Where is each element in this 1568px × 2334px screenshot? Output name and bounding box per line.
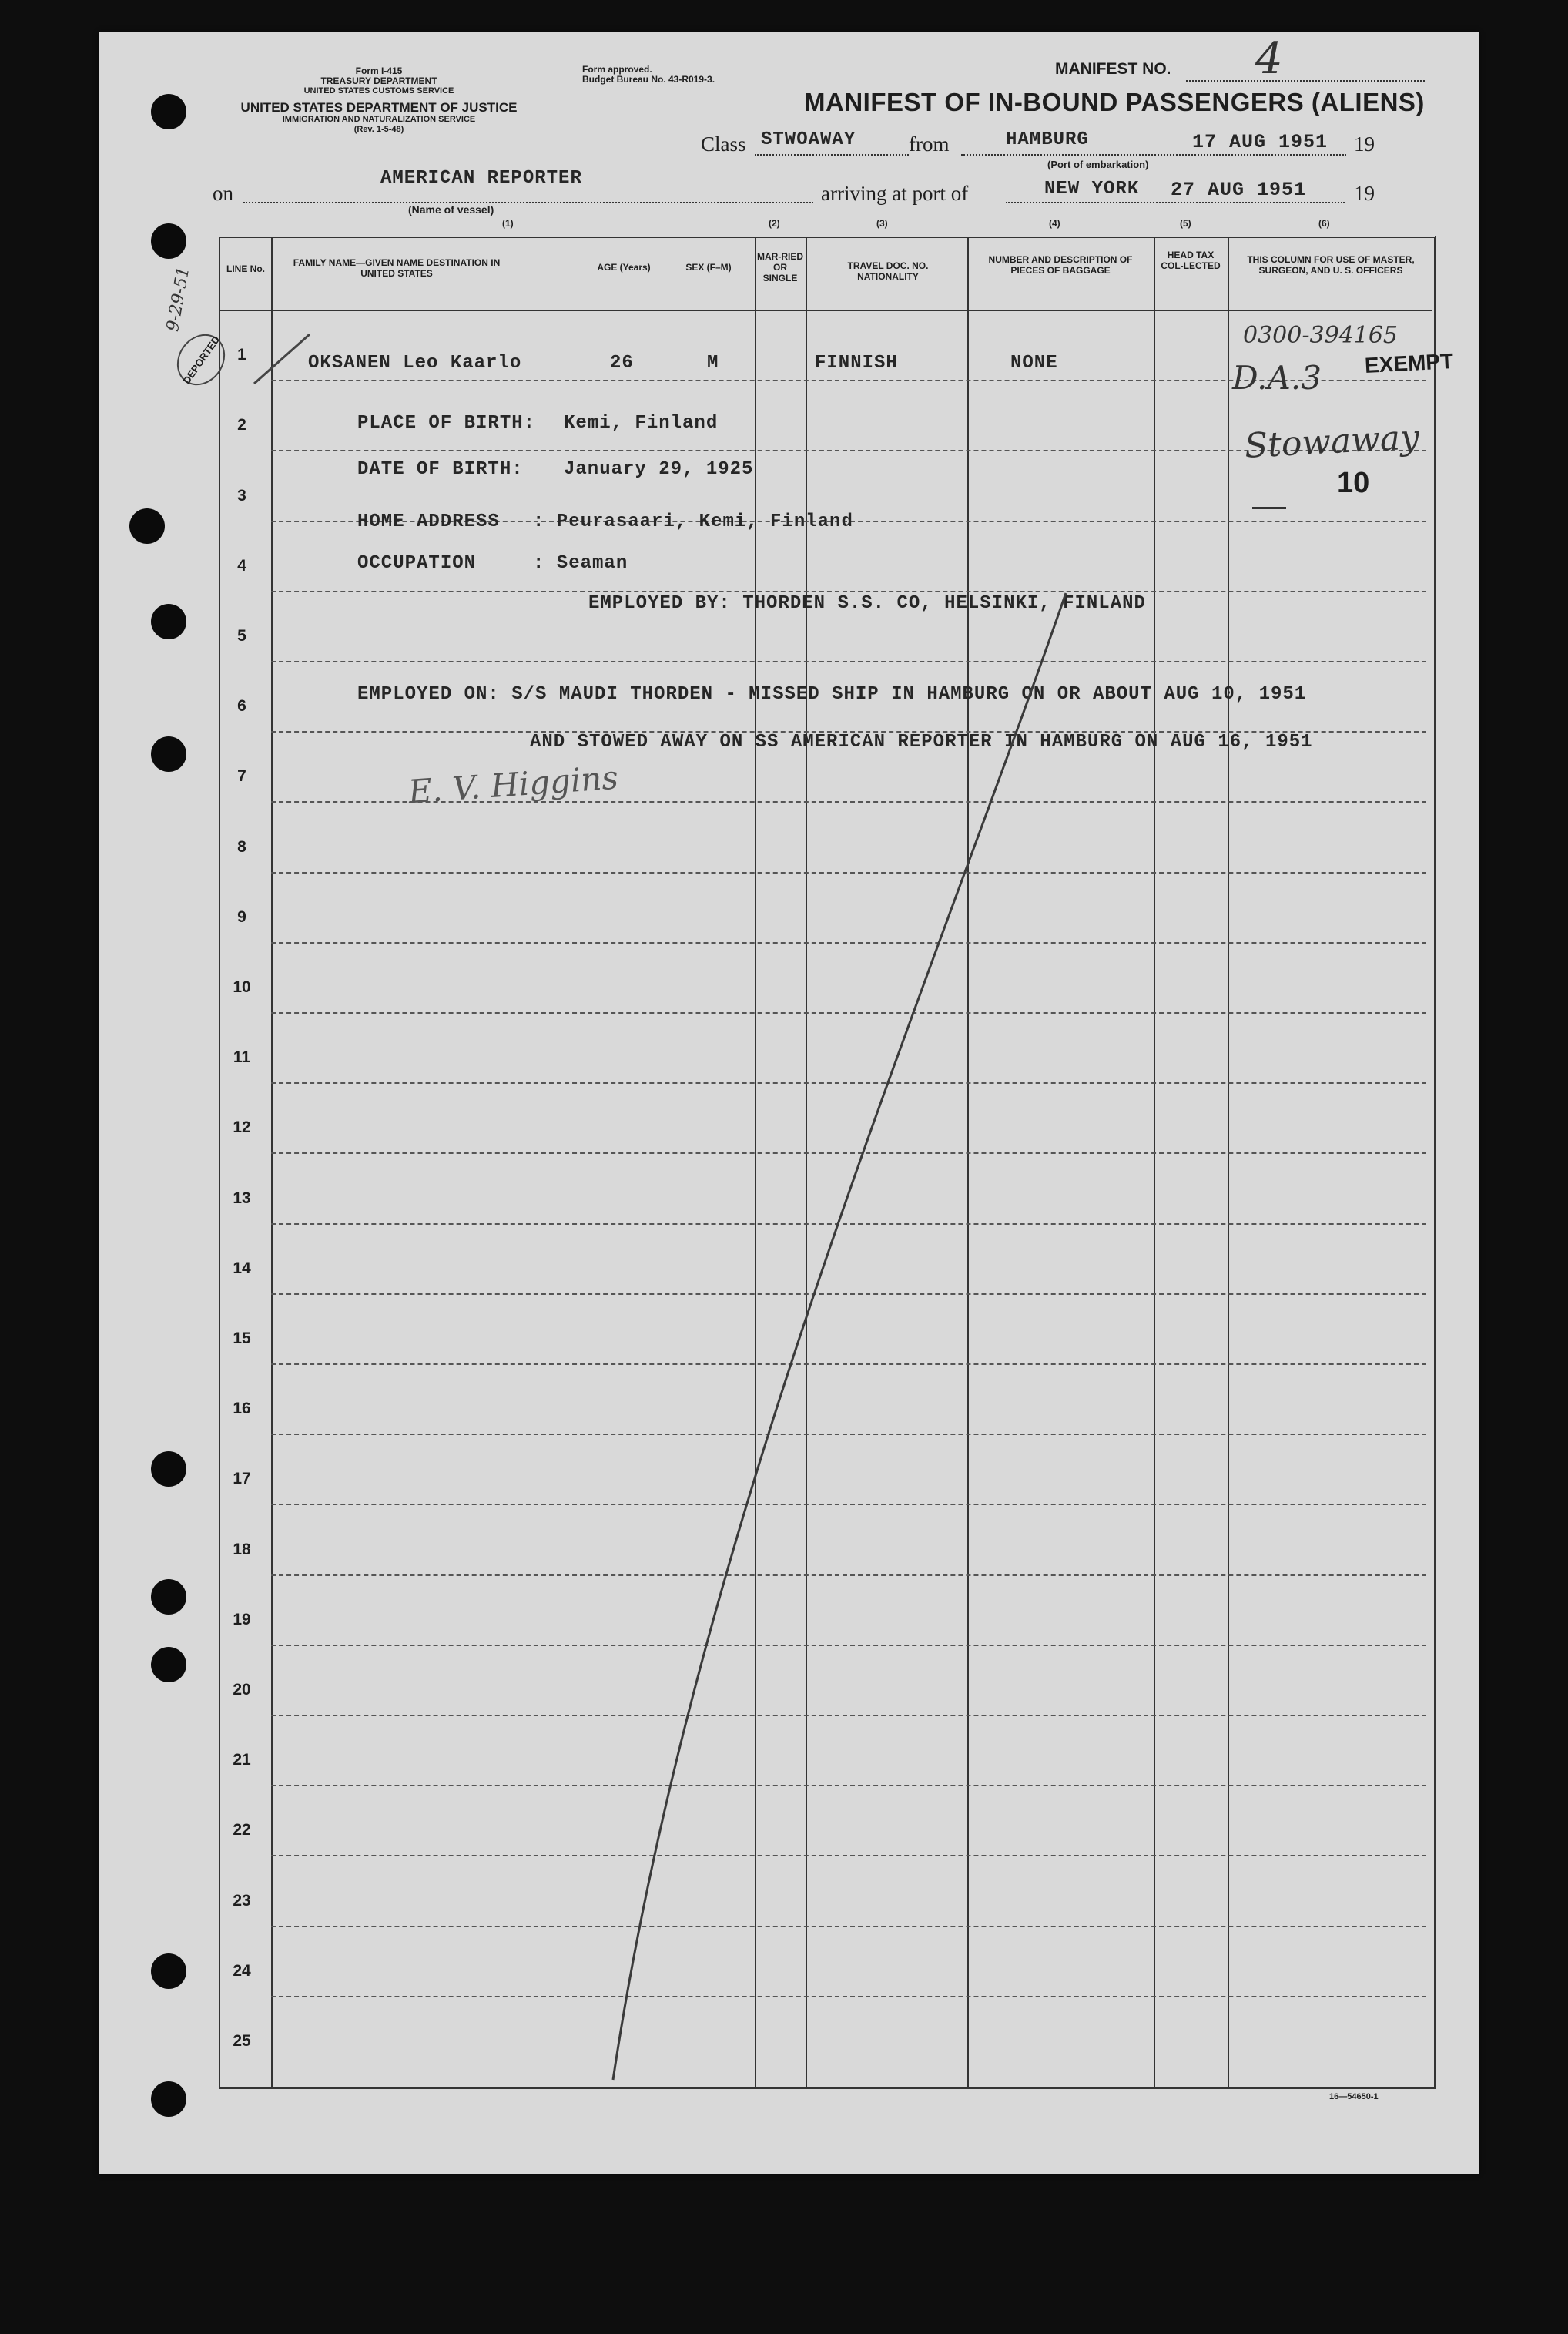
col-header-sex: SEX (F–M) — [685, 262, 732, 273]
employed-on-line1: EMPLOYED ON: S/S MAUDI THORDEN - MISSED SHIP IN HAMBURG ON OR ABOUT AUG 10, 1951 — [357, 684, 1307, 705]
col-header-married: MAR-RIED OR SINGLE — [757, 251, 803, 283]
exempt-stamp: EXEMPT — [1364, 349, 1454, 377]
row-number: 12 — [233, 1118, 251, 1136]
passenger-name: OKSANEN Leo Kaarlo — [308, 353, 522, 374]
employed-on-line2: AND STOWED AWAY ON SS AMERICAN REPORTER IN HAMBURG ON AUG 16, 1951 — [530, 732, 1313, 753]
occupation-label: OCCUPATION — [357, 553, 477, 574]
year-suffix: 19 — [1354, 132, 1375, 156]
manifest-label: MANIFEST NO. — [1055, 60, 1171, 78]
row-number: 25 — [233, 2032, 251, 2050]
row-number: 22 — [233, 1821, 251, 1839]
vessel-name: AMERICAN REPORTER — [380, 168, 582, 189]
employed-by: EMPLOYED BY: THORDEN S.S. CO, HELSINKI, FINLAND — [588, 593, 1146, 614]
passenger-age: 26 — [610, 353, 634, 374]
birthplace-label: PLACE OF BIRTH: — [357, 413, 536, 434]
row-number: 10 — [233, 978, 251, 996]
approval-note: Form approved. Budget Bureau No. 43-R019-3. — [582, 64, 715, 85]
port-caption: (Port of embarkation) — [1047, 159, 1149, 170]
dob-label: DATE OF BIRTH: — [357, 459, 524, 480]
print-code: 16—54650-1 — [1329, 2092, 1379, 2101]
passenger-nationality: FINNISH — [815, 353, 898, 374]
deport-date: 9-29-51 — [163, 265, 194, 334]
class-code-annotation: D.A.3 — [1232, 359, 1322, 397]
row-number: 5 — [237, 627, 246, 645]
row-number: 3 — [237, 487, 246, 505]
from-value: HAMBURG — [1006, 129, 1089, 150]
inspector-signature: E. V. Higgins — [407, 758, 620, 811]
row-number: 19 — [233, 1611, 251, 1628]
row-number: 1 — [237, 346, 246, 364]
home-address-label: HOME ADDRESS — [357, 511, 500, 532]
row-number: 11 — [233, 1048, 251, 1066]
deported-stamp: DEPORTED — [167, 325, 235, 395]
row-number: 16 — [233, 1400, 251, 1417]
number-annotation: 10 — [1337, 467, 1370, 499]
birthplace-value: Kemi, Finland — [564, 413, 719, 434]
row-number: 6 — [237, 697, 246, 715]
from-label: from — [909, 132, 950, 156]
col-header-officers: THIS COLUMN FOR USE OF MASTER, SURGEON, AND U. S. OFFICERS — [1247, 254, 1415, 276]
row-number: 15 — [233, 1330, 251, 1347]
file-number-annotation: 0300-394165 — [1243, 322, 1399, 349]
row-number: 7 — [237, 767, 246, 785]
row-number: 4 — [237, 557, 246, 575]
row-number: 8 — [237, 838, 246, 856]
arrival-date: 27 AUG 1951 — [1171, 179, 1307, 201]
form-title: MANIFEST OF IN-BOUND PASSENGERS (ALIENS) — [804, 88, 1425, 116]
arrival-port: NEW YORK — [1044, 179, 1140, 200]
row-number: 13 — [233, 1189, 251, 1207]
dob-value: January 29, 1925 — [564, 459, 754, 480]
col-num-5: (5) — [1180, 218, 1191, 229]
col-header-head-tax: HEAD TAX COL-LECTED — [1161, 250, 1221, 271]
home-address-value: : Peurasaari, Kemi, Finland — [533, 511, 853, 532]
row-number: 24 — [233, 1962, 251, 1980]
occupation-value: : Seaman — [533, 553, 628, 574]
col-num-1: (1) — [502, 218, 514, 229]
vessel-caption: (Name of vessel) — [408, 203, 494, 216]
class-label: Class — [701, 132, 746, 156]
row-number: 9 — [237, 908, 246, 926]
row-number: 20 — [233, 1681, 251, 1699]
row-number: 14 — [233, 1259, 251, 1277]
row-number: 23 — [233, 1892, 251, 1910]
col-header-name: FAMILY NAME—GIVEN NAME DESTINATION IN UNITED STATES — [293, 257, 501, 279]
stowaway-annotation: Stowaway — [1243, 418, 1421, 466]
class-value: STWOAWAY — [761, 129, 856, 150]
row-number: 2 — [237, 416, 246, 434]
passenger-sex: M — [707, 353, 719, 374]
col-num-6: (6) — [1318, 218, 1330, 229]
col-num-4: (4) — [1049, 218, 1060, 229]
manifest-number: 4 — [1255, 34, 1283, 84]
embark-date: 17 AUG 1951 — [1192, 131, 1328, 153]
department-header: Form I-415 TREASURY DEPARTMENT UNITED STATES CUSTOMS SERVICE UNITED STATES DEPARTMENT OF JUSTICE IMMIGRATION AND NATURALIZATION SERVICE (Rev. 1-5-48) — [240, 65, 518, 134]
col-num-3: (3) — [876, 218, 888, 229]
arriving-label: arriving at port of — [821, 182, 969, 205]
col-header-baggage: NUMBER AND DESCRIPTION OF PIECES OF BAGGAGE — [988, 254, 1133, 276]
row-number: 18 — [233, 1541, 251, 1558]
row-number: 17 — [233, 1470, 251, 1487]
col-header-line: LINE No. — [226, 263, 265, 274]
col-header-age: AGE (Years) — [597, 262, 651, 273]
row-number: 21 — [233, 1751, 251, 1769]
on-label: on — [213, 182, 233, 205]
year-suffix-2: 19 — [1354, 182, 1375, 205]
passenger-baggage: NONE — [1010, 353, 1058, 374]
col-num-2: (2) — [769, 218, 780, 229]
col-header-travel-doc: TRAVEL DOC. NO. NATIONALITY — [847, 260, 929, 282]
